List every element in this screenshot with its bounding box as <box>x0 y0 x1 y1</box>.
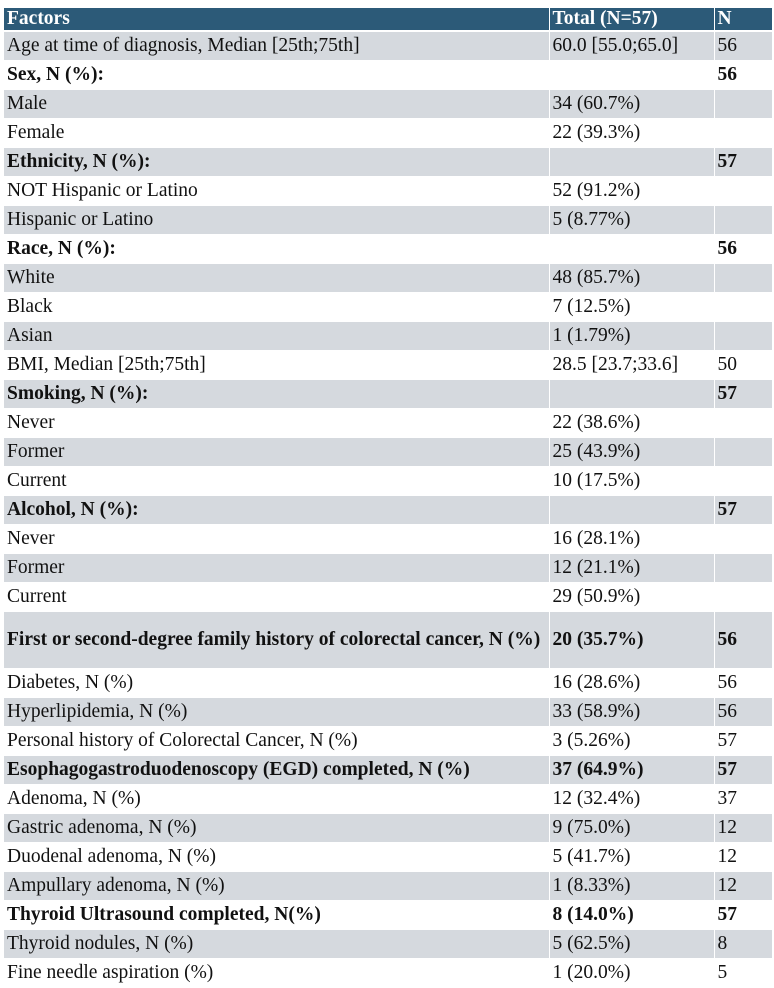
cell-total: 22 (38.6%) <box>549 409 714 438</box>
cell-n: 56 <box>714 235 772 264</box>
cell-factor: Age at time of diagnosis, Median [25th;75th] <box>4 31 549 61</box>
cell-total: 33 (58.9%) <box>549 698 714 727</box>
cell-factor: Hispanic or Latino <box>4 206 549 235</box>
cell-total: 1 (1.79%) <box>549 322 714 351</box>
cell-factor: Current <box>4 583 549 612</box>
cell-total: 12 (21.1%) <box>549 554 714 583</box>
table-row <box>4 698 772 727</box>
cell-total: 5 (62.5%) <box>549 930 714 959</box>
cell-factor: Male <box>4 90 549 119</box>
cell-n <box>714 206 772 235</box>
cell-factor: Esophagogastroduodenoscopy (EGD) completed, N (%) <box>4 756 549 785</box>
table-row <box>4 612 772 669</box>
cell-total: 1 (8.33%) <box>549 872 714 901</box>
cell-factor: Thyroid Ultrasound completed, N(%) <box>4 901 549 930</box>
table-row <box>4 467 772 496</box>
table-row <box>4 525 772 554</box>
cell-n: 56 <box>714 698 772 727</box>
cell-n <box>714 264 772 293</box>
cell-factor: White <box>4 264 549 293</box>
cell-factor: Ampullary adenoma, N (%) <box>4 872 549 901</box>
table-row <box>4 148 772 177</box>
cell-n: 8 <box>714 930 772 959</box>
table-row <box>4 206 772 235</box>
cell-factor: Never <box>4 409 549 438</box>
table-row <box>4 235 772 264</box>
cell-factor: Smoking, N (%): <box>4 380 549 409</box>
cell-factor: NOT Hispanic or Latino <box>4 177 549 206</box>
cell-n <box>714 293 772 322</box>
table-row <box>4 322 772 351</box>
header-total: Total (N=57) <box>549 8 714 31</box>
cell-n: 57 <box>714 496 772 525</box>
table-row <box>4 872 772 901</box>
table-row <box>4 351 772 380</box>
cell-n: 37 <box>714 785 772 814</box>
cell-total <box>549 496 714 525</box>
table-body <box>4 31 772 988</box>
cell-n <box>714 409 772 438</box>
cell-factor: Current <box>4 467 549 496</box>
cell-n <box>714 177 772 206</box>
cell-total: 16 (28.1%) <box>549 525 714 554</box>
cell-n <box>714 119 772 148</box>
table-row <box>4 90 772 119</box>
cell-total: 1 (20.0%) <box>549 959 714 988</box>
cell-n: 57 <box>714 756 772 785</box>
cell-total: 9 (75.0%) <box>549 814 714 843</box>
cell-n <box>714 525 772 554</box>
cell-total: 48 (85.7%) <box>549 264 714 293</box>
cell-total: 60.0 [55.0;65.0] <box>549 31 714 61</box>
header-n: N <box>714 8 772 31</box>
table-row <box>4 669 772 698</box>
cell-total: 28.5 [23.7;33.6] <box>549 351 714 380</box>
cell-factor: Sex, N (%): <box>4 61 549 90</box>
cell-factor: Adenoma, N (%) <box>4 785 549 814</box>
table-row <box>4 959 772 988</box>
cell-factor: Black <box>4 293 549 322</box>
cell-factor: Gastric adenoma, N (%) <box>4 814 549 843</box>
table-row <box>4 727 772 756</box>
table-row <box>4 293 772 322</box>
cell-factor: Ethnicity, N (%): <box>4 148 549 177</box>
cell-n: 56 <box>714 61 772 90</box>
cell-n <box>714 322 772 351</box>
cell-factor: Asian <box>4 322 549 351</box>
cell-n: 57 <box>714 901 772 930</box>
table-row <box>4 438 772 467</box>
cell-total: 3 (5.26%) <box>549 727 714 756</box>
cell-total <box>549 148 714 177</box>
cell-factor: BMI, Median [25th;75th] <box>4 351 549 380</box>
cell-n <box>714 438 772 467</box>
cell-n: 50 <box>714 351 772 380</box>
table-row <box>4 496 772 525</box>
cell-total: 34 (60.7%) <box>549 90 714 119</box>
cell-total <box>549 61 714 90</box>
cell-n <box>714 467 772 496</box>
cell-n <box>714 90 772 119</box>
table-row <box>4 31 772 61</box>
cell-factor: Former <box>4 438 549 467</box>
header-factors: Factors <box>4 8 549 31</box>
table-row <box>4 264 772 293</box>
cell-n <box>714 583 772 612</box>
cell-total: 12 (32.4%) <box>549 785 714 814</box>
table-header-row <box>4 8 772 31</box>
cell-factor: First or second-degree family history of colorectal cancer, N (%) <box>4 612 549 669</box>
cell-n: 5 <box>714 959 772 988</box>
cell-total: 7 (12.5%) <box>549 293 714 322</box>
cell-n: 12 <box>714 814 772 843</box>
cell-total: 8 (14.0%) <box>549 901 714 930</box>
cell-factor: Fine needle aspiration (%) <box>4 959 549 988</box>
cell-total: 52 (91.2%) <box>549 177 714 206</box>
cell-n: 56 <box>714 669 772 698</box>
table-row <box>4 583 772 612</box>
table-row <box>4 177 772 206</box>
cell-factor: Hyperlipidemia, N (%) <box>4 698 549 727</box>
cell-total: 10 (17.5%) <box>549 467 714 496</box>
cell-factor: Alcohol, N (%): <box>4 496 549 525</box>
cell-factor: Never <box>4 525 549 554</box>
table-row <box>4 409 772 438</box>
cell-total <box>549 380 714 409</box>
table-row <box>4 843 772 872</box>
cell-total: 22 (39.3%) <box>549 119 714 148</box>
table-row <box>4 380 772 409</box>
cell-factor: Race, N (%): <box>4 235 549 264</box>
table-row <box>4 785 772 814</box>
cell-total: 5 (41.7%) <box>549 843 714 872</box>
cell-n: 12 <box>714 843 772 872</box>
cell-factor: Female <box>4 119 549 148</box>
cell-total: 5 (8.77%) <box>549 206 714 235</box>
cell-n: 12 <box>714 872 772 901</box>
cell-total: 29 (50.9%) <box>549 583 714 612</box>
table-row <box>4 61 772 90</box>
demographics-table <box>4 8 772 988</box>
cell-n: 57 <box>714 148 772 177</box>
cell-factor: Duodenal adenoma, N (%) <box>4 843 549 872</box>
cell-n: 56 <box>714 31 772 61</box>
table-row <box>4 119 772 148</box>
cell-n: 57 <box>714 727 772 756</box>
cell-total: 20 (35.7%) <box>549 612 714 669</box>
cell-total <box>549 235 714 264</box>
table-row <box>4 901 772 930</box>
cell-factor: Thyroid nodules, N (%) <box>4 930 549 959</box>
cell-total: 37 (64.9%) <box>549 756 714 785</box>
table-row <box>4 814 772 843</box>
cell-n: 57 <box>714 380 772 409</box>
table-row <box>4 554 772 583</box>
cell-factor: Personal history of Colorectal Cancer, N (%) <box>4 727 549 756</box>
table-row <box>4 930 772 959</box>
cell-factor: Former <box>4 554 549 583</box>
cell-total: 25 (43.9%) <box>549 438 714 467</box>
demographics-table-container <box>4 8 772 988</box>
cell-n: 56 <box>714 612 772 669</box>
cell-total: 16 (28.6%) <box>549 669 714 698</box>
cell-factor: Diabetes, N (%) <box>4 669 549 698</box>
table-row <box>4 756 772 785</box>
cell-n <box>714 554 772 583</box>
